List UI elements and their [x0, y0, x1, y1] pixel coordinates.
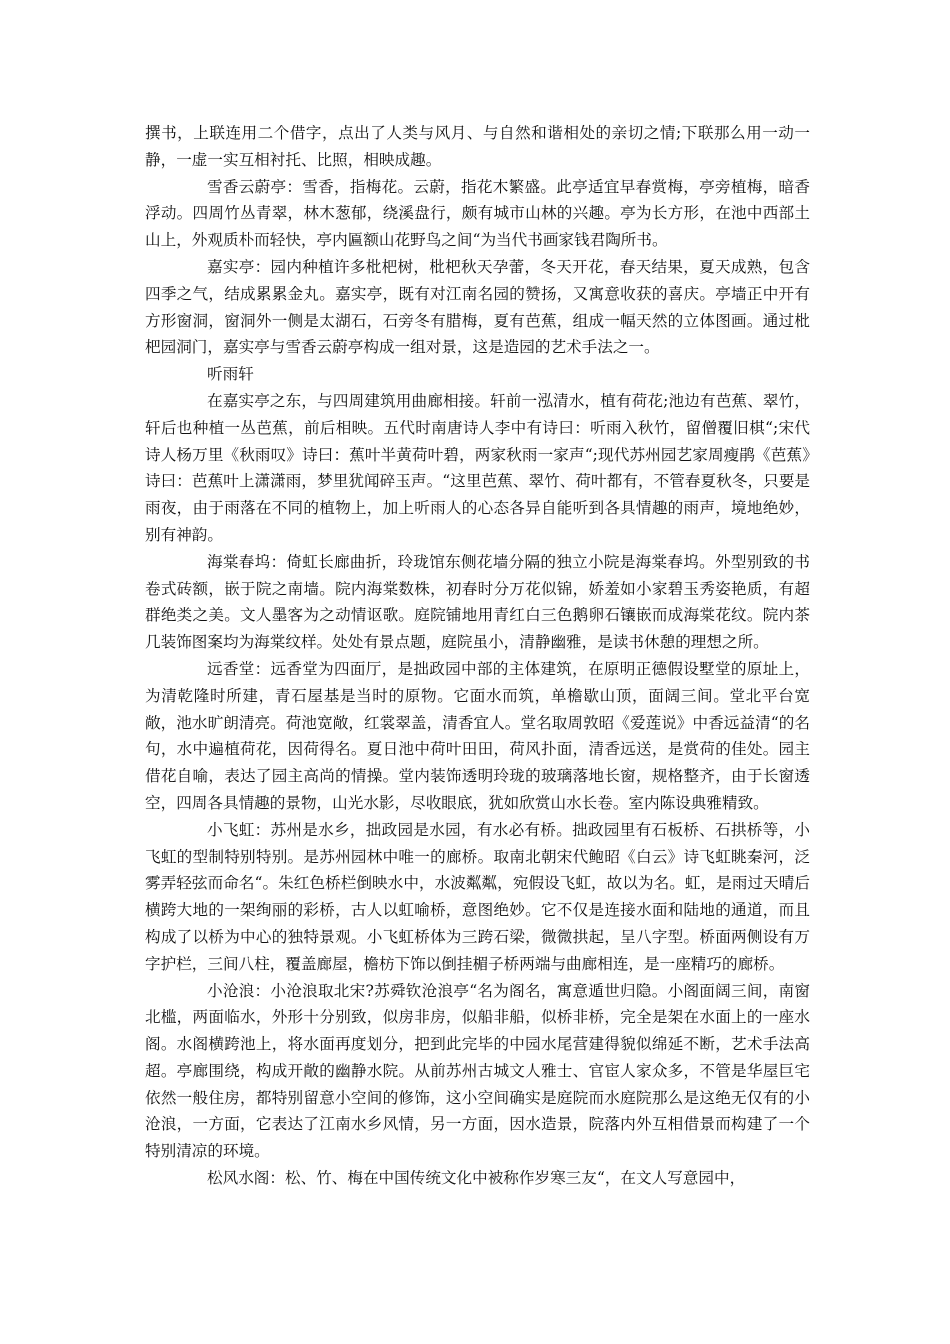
paragraph-jiashi-pavilion: 嘉实亭：园内种植许多枇杷树，枇杷秋天孕蕾，冬天开花，春天结果，夏天成熟，包含四季之气，结成累累金丸。嘉实亭，既有对江南名园的赞扬，又寓意收获的喜庆。亭墙正中开有方形窗洞，窗洞外一侧是太湖石，石旁冬有腊梅，夏有芭蕉，组成一幅天然的立体图画。通过枇杷园洞门，嘉实亭与雪香云蔚亭构成一组对景，这是造园的艺术手法之一。	[145, 257, 810, 357]
section-heading-tingyu-xuan: 听雨轩	[207, 365, 254, 384]
paragraph-songfeng-shuige: 松风水阁：松、竹、梅在中国传统文化中被称作岁寒三友“，在文人写意园中，	[207, 1169, 746, 1188]
paragraph-xiao-canglang: 小沧浪：小沧浪取北宋?苏舜钦沧浪亭“名为阁名，寓意遁世归隐。小阁面阔三间，南窗北槛，两面临水，外形十分别致，似房非房，似船非船，似桥非桥，完全是架在水面上的一座水阁。水阁横跨池上，将水面再度划分，把到此完毕的中园水尾营建得貌似绵延不断，艺术手法高超。亭廊围绕，构成开敞的幽静水院。从前苏州古城文人雅士、官宦人家众多，不管是华屋巨宅依然一般住房，都特别留意小空间的修饰，这小空间确实是庭院而水庭院那么是这绝无仅有的小沧浪，一方面，它表达了江南水乡风情，另一方面，因水造景，院落内外互相借景而构建了一个特别清凉的环境。	[145, 981, 810, 1161]
paragraph-xuexiang-yunwei-pavilion: 雪香云蔚亭：雪香，指梅花。云蔚，指花木繁盛。此亭适宜早春赏梅，亭旁植梅，暗香浮动。四周竹丛青翠，林木葱郁，绕溪盘行，颇有城市山林的兴趣。亭为长方形，在池中西部土山上，外观质朴而轻快，亭内匾额山花野鸟之间“为当代书画家钱君陶所书。	[145, 177, 810, 250]
paragraph-haitang-chunwu: 海棠春坞：倚虹长廊曲折，玲珑馆东侧花墙分隔的独立小院是海棠春坞。外型别致的书卷式砖额，嵌于院之南墙。院内海棠数株，初春时分万花似锦，娇羞如小家碧玉秀姿艳质，有超群绝类之美。文人墨客为之动情讴歌。庭院铺地用青红白三色鹅卵石镶嵌而成海棠花纹。院内茶几装饰图案均为海棠纹样。处处有景点题，庭院虽小，清静幽雅，是读书休憩的理想之所。	[145, 552, 810, 652]
paragraph-tingyu-xuan: 在嘉实亭之东，与四周建筑用曲廊相接。轩前一泓清水，植有荷花;池边有芭蕉、翠竹，轩后也种植一丛芭蕉，前后相映。五代时南唐诗人李中有诗曰：听雨入秋竹，留僧覆旧棋“;宋代诗人杨万里《秋雨叹》诗曰：蕉叶半黄荷叶碧，两家秋雨一家声“;现代苏州园艺家周瘦鹃《芭蕉》诗曰：芭蕉叶上潇潇雨，梦里犹闻碎玉声。“这里芭蕉、翠竹、荷叶都有，不管春夏秋冬，只要是雨夜，由于雨落在不同的植物上，加上听雨人的心态各异自能听到各具情趣的雨声，境地绝妙，别有神韵。	[145, 391, 810, 544]
body-text	[145, 120, 810, 1192]
paragraph-xiao-feihong: 小飞虹：苏州是水乡，拙政园是水园，有水必有桥。拙政园里有石板桥、石拱桥等，小飞虹的型制特别特别。是苏州园林中唯一的廊桥。取南北朝宋代鲍昭《白云》诗飞虹眺秦河，泛雾弄轻弦而命名“。朱红色桥栏倒映水中，水波粼粼，宛假设飞虹，故以为名。虹，是雨过天晴后横跨大地的一架绚丽的彩桥，古人以虹喻桥，意图绝妙。它不仅是连接水面和陆地的通道，而且构成了以桥为中心的独特景观。小飞虹桥体为三跨石梁，微微拱起，呈八字型。桥面两侧设有万字护栏，三间八柱，覆盖廊屋，檐枋下饰以倒挂楣子桥两端与曲廊相连，是一座精巧的廊桥。	[145, 820, 810, 973]
paragraph-yuanxiang-hall: 远香堂：远香堂为四面厅，是拙政园中部的主体建筑，在原明正德假设墅堂的原址上，为清乾隆时所建，青石屋基是当时的原物。它面水而筑，单檐歇山顶，面阔三间。堂北平台宽敞，池水旷朗清亮。荷池宽敞，红裳翠盖，清香宜人。堂名取周敦昭《爱莲说》中香远益清“的名句，水中遍植荷花，因荷得名。夏日池中荷叶田田，荷风扑面，清香远送，是赏荷的佳处。园主借花自喻，表达了园主高尚的情操。堂内装饰透明玲珑的玻璃落地长窗，规格整齐，由于长窗透空，四周各具情趣的景物，山光水影，尽收眼底，犹如欣赏山水长卷。室内陈设典雅精致。	[145, 659, 810, 812]
paragraph-continuation: 撰书，上联连用二个借字，点出了人类与风月、与自然和谐相处的亲切之情;下联那么用一动一静，一虚一实互相衬托、比照，相映成趣。	[145, 124, 810, 169]
